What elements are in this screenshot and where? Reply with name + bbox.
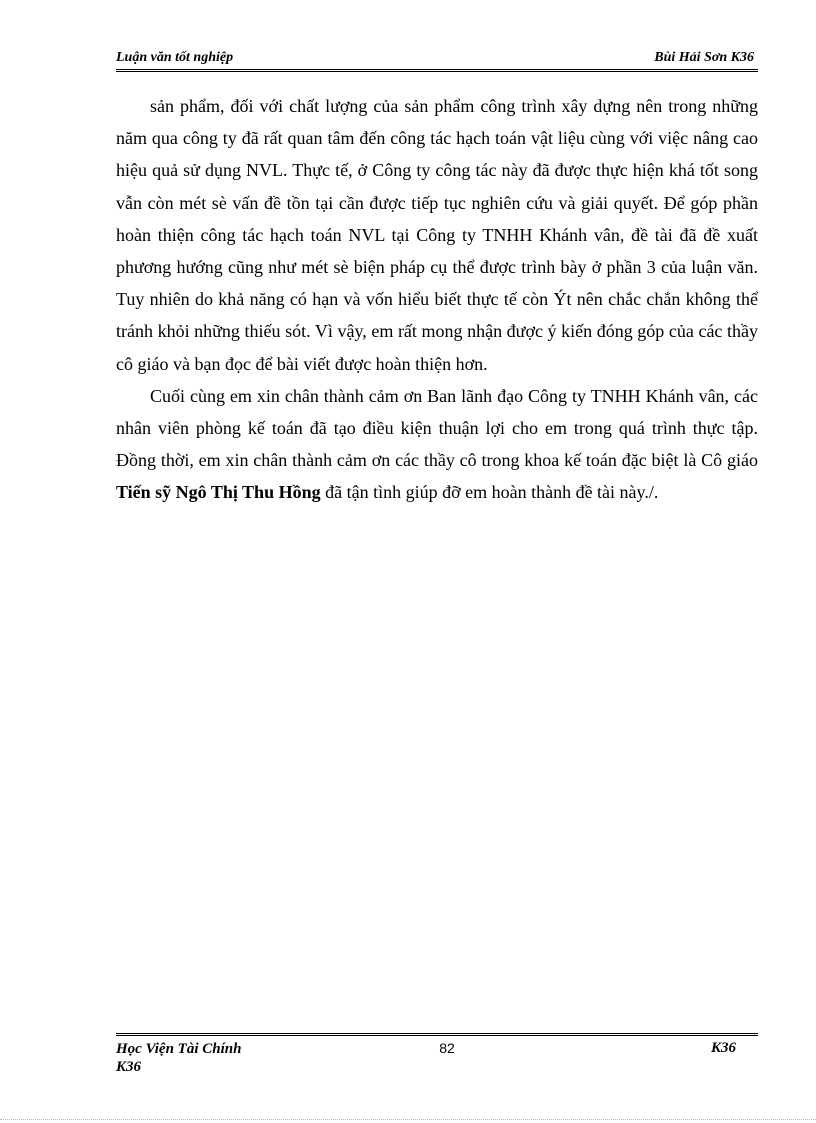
paragraph-2 [116,380,758,509]
footer-institution-class: K36 [116,1059,142,1075]
paragraph-1: sản phẩm, đối với chất lượng của sản phẩm công trình xây dựng nên trong những năm qua công ty đã rất quan tâm đến công tác hạch toán vật liệu cùng với việc nâng cao hiệu quả sử dụng NVL. Thực tế, ở Công ty công tác này đã được thực hiện khá tốt song vẫn còn mét sè vấn đề tồn tại cần được tiếp tục nghiên cứu và giải quyết. Để góp phần hoàn thiện công tác hạch toán NVL tại Công ty TNHH Khánh vân, đề tài đã đề xuất phương hướng cũng như mét sè biện pháp cụ thể được trình bày ở phần 3 của luận văn. Tuy nhiên do khả năng có hạn và vốn hiểu biết thực tế còn Ýt nên chắc chắn không thể tránh khỏi những thiếu sót. Vì vậy, em rất mong nhận được ý kiến đóng góp của các thầy cô giáo và bạn đọc để bài viết được hoàn thiện hơn. [116,96,758,374]
paragraph-2-text-start: Cuối cùng em xin chân thành cảm ơn Ban lãnh đạo Công ty TNHH Khánh vân, các nhân viên phòng kế toán đã tạo điều kiện thuận lợi cho em trong quá trình thực tập. Đồng thời, em xin chân thành cảm ơn các thầy cô trong khoa kế toán đặc biệt là Cô giáo [116,385,758,471]
header-author: Bùi Hải Sơn K36 [654,50,754,65]
header-rule [116,69,758,72]
header-thesis-title: Luận văn tốt nghiệp [116,50,234,65]
page-bottom-edge [0,1119,816,1120]
footer-institution-name: Học Viện Tài Chính [116,1041,242,1057]
paragraph-2-text-end: đã tận tình giúp đỡ em hoàn thành đề tài này./. [320,482,659,503]
main-text [116,90,758,509]
footer-class: K36 [710,1040,736,1056]
page-number: 82 [439,1040,455,1056]
page-header [116,48,758,70]
footer-institution [116,1040,241,1076]
advisor-name: Tiến sỹ Ngô Thị Thu Hồng [116,482,321,503]
footer-rule [116,1033,758,1036]
